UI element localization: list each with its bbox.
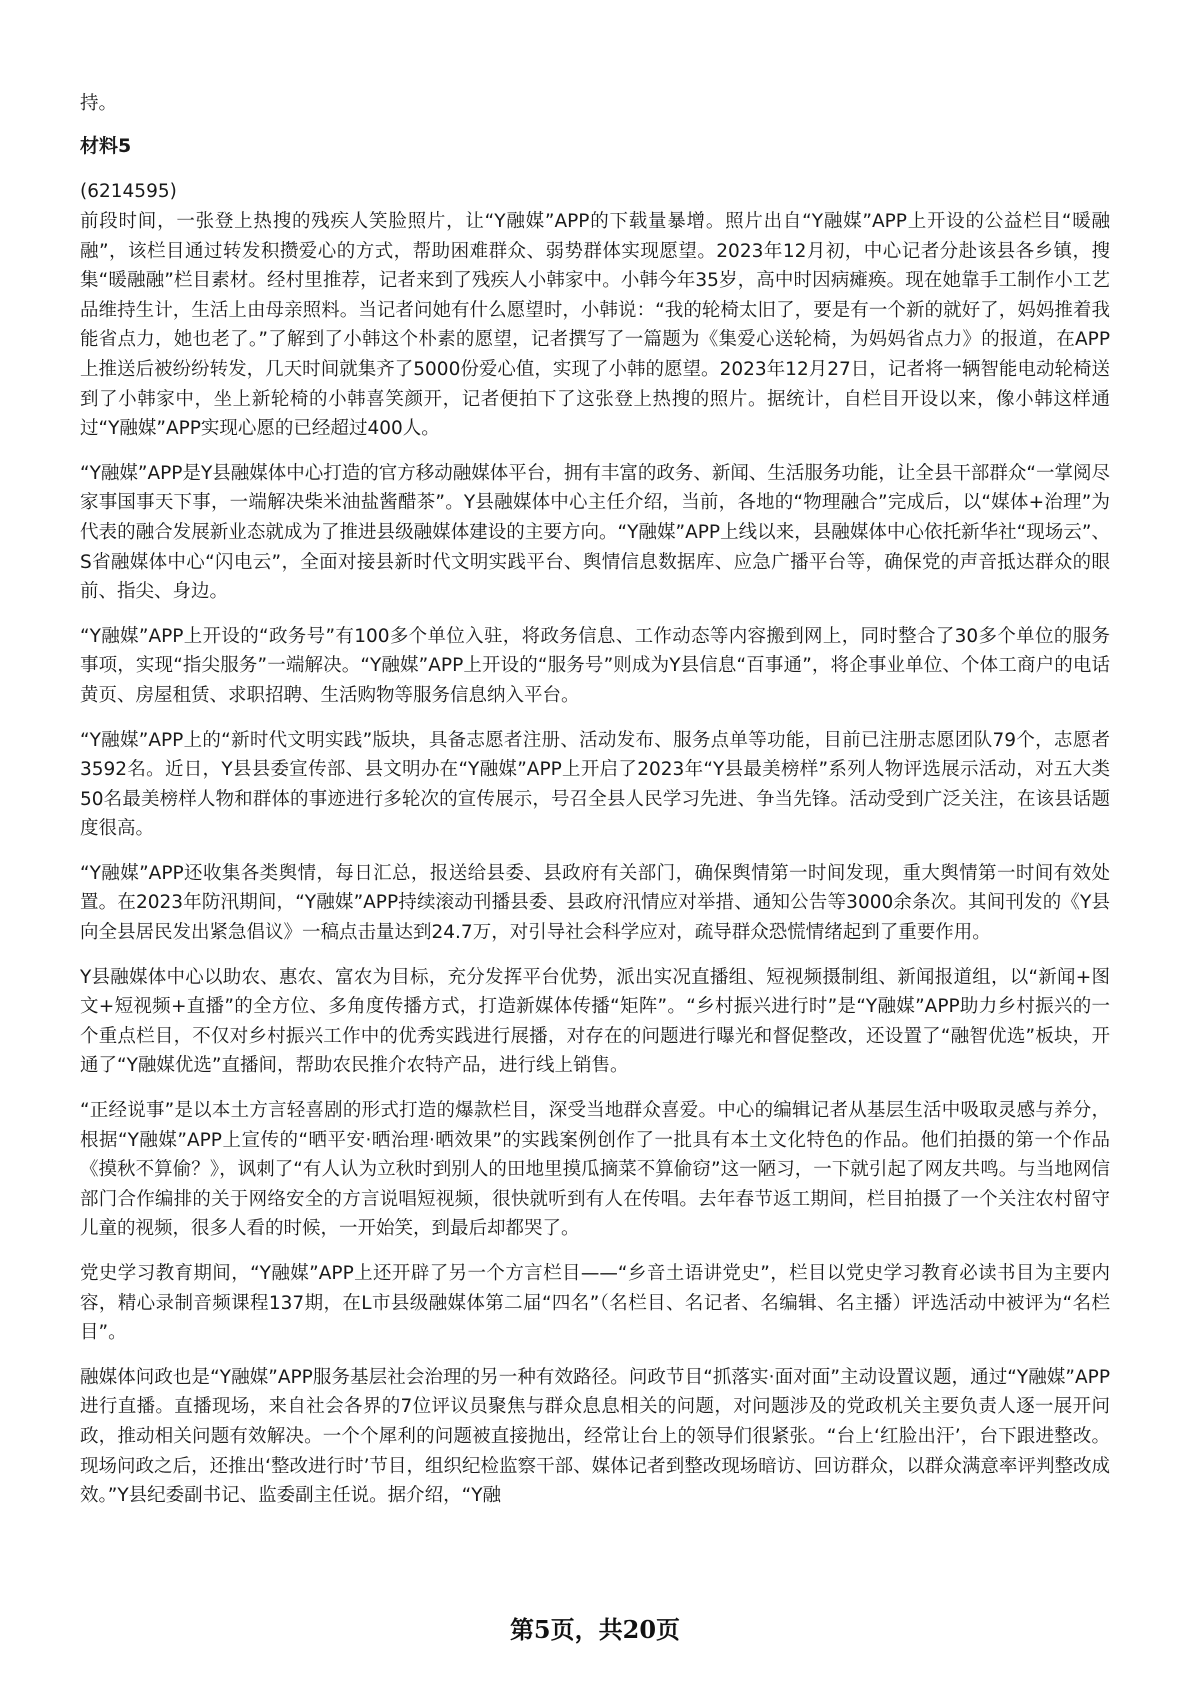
paragraph: “正经说事”是以本土方言轻喜剧的形式打造的爆款栏目，深受当地群众喜爱。中心的编辑记者从基层生活中吸取灵感与养分，根据“Y融媒”APP上宣传的“晒平安·晒治理·晒效果”的实践案例创作了一批具有本土文化特色的作品。他们拍摄的第一个作品《摸秋不算偷？》，讽刺了“有人认为立秋时到别人的田地里摸瓜摘菜不算偷窃”这一陋习，一下就引起了网友共鸣。与当地网信部门合作编排的关于网络安全的方言说唱短视频，很快就听到有人在传唱。去年春节返工期间，栏目拍摄了一个关注农村留守儿童的视频，很多人看的时候，一开始笑，到最后却都哭了。: [80, 1100, 1110, 1240]
material-code: (6214595): [80, 181, 177, 202]
page-number: 第5页，共20页: [509, 1615, 681, 1644]
paragraph: 融媒体问政也是“Y融媒”APP服务基层社会治理的另一种有效路径。问政节目“抓落实·面对面”主动设置议题，通过“Y融媒”APP进行直播。直播现场，来自社会各界的7位评议员聚焦与群众息息相关的问题，对问题涉及的党政机关主要负责人逐一展开问政，推动相关问题有效解决。一个个犀利的问题被直接抛出，经常让台上的领导们很紧张。“台上‘红脸出汗’，台下跟进整改。现场问政之后，还推出‘整改进行时’节目，组织纪检监察干部、媒体记者到整改现场暗访、回访群众，以群众满意率评判整改成效。”Y县纪委副书记、监委副主任说。据介绍，“Y融: [80, 1366, 1110, 1507]
paragraph: 党史学习教育期间，“Y融媒”APP上还开辟了另一个方言栏目——“乡音土语讲党史”，栏目以党史学习教育必读书目为主要内容，精心录制音频课程137期，在L市县级融媒体第二届“四名”（名栏目、名记者、名编辑、名主播）评选活动中被评为“名栏目”。: [80, 1263, 1110, 1344]
paragraph: Y县融媒体中心以助农、惠农、富农为目标，充分发挥平台优势，派出实况直播组、短视频摄制组、新闻报道组，以“新闻+图文+短视频+直播”的全方位、多角度传播方式，打造新媒体传播“矩阵”。“乡村振兴进行时”是“Y融媒”APP助力乡村振兴的一个重点栏目，不仅对乡村振兴工作中的优秀实践进行展播，对存在的问题进行曝光和督促整改，还设置了“融智优选”板块，开通了“Y融媒优选”直播间，帮助农民推介农特产品，进行线上销售。: [80, 966, 1110, 1077]
section-title: 材料5: [80, 135, 132, 157]
document-body: [80, 88, 1110, 1526]
paragraph: 前段时间，一张登上热搜的残疾人笑脸照片，让“Y融媒”APP的下载量暴增。照片出自“Y融媒”APP上开设的公益栏目“暖融融”，该栏目通过转发积攒爱心的方式，帮助困难群众、弱势群体实现愿望。2023年12月初，中心记者分赴该县各乡镇，搜集“暖融融”栏目素材。经村里推荐，记者来到了残疾人小韩家中。小韩今年35岁，高中时因病瘫痪。现在她靠手工制作小工艺品维持生计，生活上由母亲照料。当记者问她有什么愿望时，小韩说：“我的轮椅太旧了，要是有一个新的就好了，妈妈推着我能省点力，她也老了。”了解到了小韩这个朴素的愿望，记者撰写了一篇题为《集爱心送轮椅，为妈妈省点力》的报道，在APP上推送后被纷纷转发，几天时间就集齐了5000份爱心值，实现了小韩的愿望。2023年12月27日，记者将一辆智能电动轮椅送到了小韩家中，坐上新轮椅的小韩喜笑颜开，记者便拍下了这张登上热搜的照片。据统计，自栏目开设以来，像小韩这样通过“Y融媒”APP实现心愿的已经超过400人。: [80, 211, 1110, 440]
paragraph: “Y融媒”APP还收集各类舆情，每日汇总，报送给县委、县政府有关部门，确保舆情第一时间发现，重大舆情第一时间有效处置。在2023年防汛期间，“Y融媒”APP持续滚动刊播县委、县政府汛情应对举措、通知公告等3000余条次。其间刊发的《Y县向全县居民发出紧急倡议》一稿点击量达到24.7万，对引导社会科学应对，疏导群众恐慌情绪起到了重要作用。: [80, 862, 1110, 944]
continued-text: 持。: [80, 93, 118, 114]
paragraph: “Y融媒”APP上开设的“政务号”有100多个单位入驻，将政务信息、工作动态等内容搬到网上，同时整合了30多个单位的服务事项，实现“指尖服务”一端解决。“Y融媒”APP上开设的“服务号”则成为Y县信息“百事通”，将企事业单位、个体工商户的电话黄页、房屋租赁、求职招聘、生活购物等服务信息纳入平台。: [80, 625, 1110, 706]
paragraph: “Y融媒”APP上的“新时代文明实践”版块，具备志愿者注册、活动发布、服务点单等功能，目前已注册志愿团队79个，志愿者3592名。近日，Y县县委宣传部、县文明办在“Y融媒”APP上开启了2023年“Y县最美榜样”系列人物评选展示活动，对五大类50名最美榜样人物和群体的事迹进行多轮次的宣传展示，号召全县人民学习先进、争当先锋。活动受到广泛关注，在该县话题度很高。: [80, 729, 1110, 840]
paragraph: “Y融媒”APP是Y县融媒体中心打造的官方移动融媒体平台，拥有丰富的政务、新闻、生活服务功能，让全县干部群众“一掌阅尽家事国事天下事，一端解决柴米油盐酱醋茶”。Y县融媒体中心主任介绍，当前，各地的“物理融合”完成后，以“媒体+治理”为代表的融合发展新业态就成为了推进县级融媒体建设的主要方向。“Y融媒”APP上线以来，县融媒体中心依托新华社“现场云”、S省融媒体中心“闪电云”，全面对接县新时代文明实践平台、舆情信息数据库、应急广播平台等，确保党的声音抵达群众的眼前、指尖、身边。: [80, 462, 1110, 603]
